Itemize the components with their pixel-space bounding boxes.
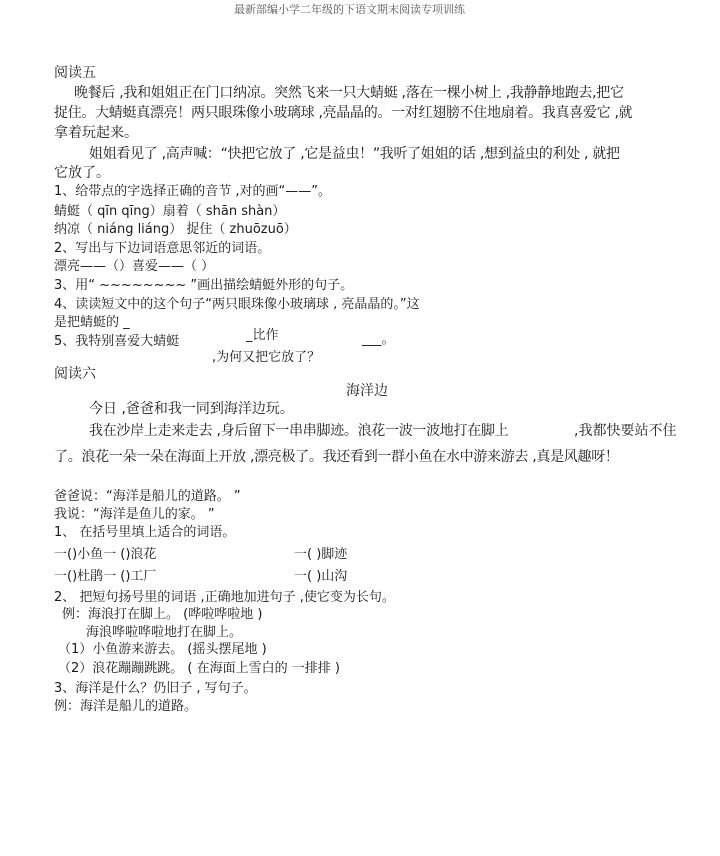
page-header: 最新部编小学二年级的下语文期末阅读专项训练	[234, 3, 465, 16]
reading-5-question-5: 5、我特别喜爱大蜻蜓	[54, 334, 180, 349]
reading-5-title: 阅读五	[54, 65, 96, 81]
reading-5-question-4-compare: _比作	[246, 328, 279, 343]
reading-5-question-1-option-a: 蜻蜓（ qīn qīng）扇着（ shān shàn）	[54, 204, 286, 219]
reading-6-question-1-row-2-left: 一()杜鹃一 ()工厂	[54, 569, 157, 584]
reading-5-question-1: 1、给带点的字选择正确的音节 ,对的画“——”。	[54, 184, 332, 199]
reading-6-question-2: 2、 把短句扬号里的词语 ,正确地加进句子 ,使它变为长句。	[54, 590, 395, 605]
reading-5-paragraph-1-line-1: 晚餐后 ,我和姐姐正在门口纳凉。突然飞来一只大蜻蜓 ,落在一棵小树上 ,我静静地跑去,把它	[74, 85, 624, 101]
reading-6-title: 阅读六	[54, 366, 96, 382]
reading-6-question-1-row-2-right: 一( )山沟	[294, 569, 348, 584]
reading-6-paragraph-1: 今日 ,爸爸和我一同到海洋边玩。	[89, 401, 294, 417]
reading-6-question-1: 1、 在括号里填上适合的词语。	[54, 525, 236, 540]
reading-6-question-1-row-1-left: 一()小鱼一 ()浪花	[54, 547, 157, 562]
reading-6-question-3: 3、海洋是什么？仍旧子 , 写句子。	[54, 681, 257, 696]
reading-5-question-5-continued: ,为何又把它放了？	[212, 350, 321, 365]
reading-6-question-2-item-1: （1）小鱼游来游去。 (摇头摆尾地 )	[58, 642, 267, 657]
reading-5-question-2: 2、写出与下边词语意思邻近的词语。	[54, 241, 271, 256]
reading-6-paragraph-3: 了。浪花一朵一朵在海面上开放 ,漂亮极了。我还看到一群小鱼在水中游来游去 ,真是风趣呀！	[54, 449, 619, 465]
reading-5-question-4-blank-1: 是把蜻蜓的 _	[54, 315, 130, 330]
reading-6-question-2-item-2: （2）浪花蹦蹦跳跳。 ( 在海面上雪白的 一排排 )	[58, 661, 340, 676]
reading-5-paragraph-1-line-2: 捉住。大蜻蜓真漂亮！两只眼珠像小玻璃球 ,亮晶晶的。一对红翅膀不住地扇着。我真喜爱它 ,就	[54, 105, 633, 121]
reading-5-paragraph-1-line-3: 拿着玩起来。	[54, 125, 138, 141]
reading-5-question-3: 3、用“ ~~~~~~~~ ”画出描绘蜻蜓外形的句子。	[54, 278, 354, 293]
reading-5-question-1-option-b: 纳凉（ niáng liáng） 捉住（ zhuōzuō）	[54, 222, 297, 237]
reading-6-i-say: 我说：“海洋是鱼儿的家。 ”	[54, 507, 215, 522]
reading-5-question-4-blank-2: ___。	[362, 332, 395, 347]
reading-6-question-3-example: 例：海洋是船儿的道路。	[54, 699, 198, 714]
reading-5-question-2-answer: 漂亮——（）喜爱——（ ）	[54, 259, 215, 274]
reading-6-heading: 海洋边	[346, 383, 388, 399]
reading-6-question-1-row-1-right: 一( )脚迹	[294, 547, 348, 562]
reading-6-question-2-example: 例：海浪打在脚上。 (哗啦哗啦地 )	[62, 607, 263, 622]
reading-6-question-2-example-answer: 海浪哗啦哗啦地打在脚上。	[86, 625, 243, 640]
reading-6-paragraph-2-part-2: ,我都快要站不住	[574, 423, 677, 439]
reading-5-paragraph-2-line-2: 它放了。	[54, 165, 110, 181]
reading-6-dad-says: 爸爸说：“海洋是船儿的道路。 ”	[54, 489, 241, 504]
reading-5-paragraph-2-line-1: 姐姐看见了 ,高声喊：“快把它放了 ,它是益虫！”我听了姐姐的话 ,想到益虫的利处 , 就把	[89, 146, 620, 162]
reading-5-question-4: 4、读读短文中的这个句子“两只眼珠像小玻璃球 , 亮晶晶的。”这	[54, 297, 420, 312]
reading-6-paragraph-2-part-1: 我在沙岸上走来走去 ,身后留下一串串脚迹。浪花一波一波地打在脚上	[89, 423, 509, 439]
